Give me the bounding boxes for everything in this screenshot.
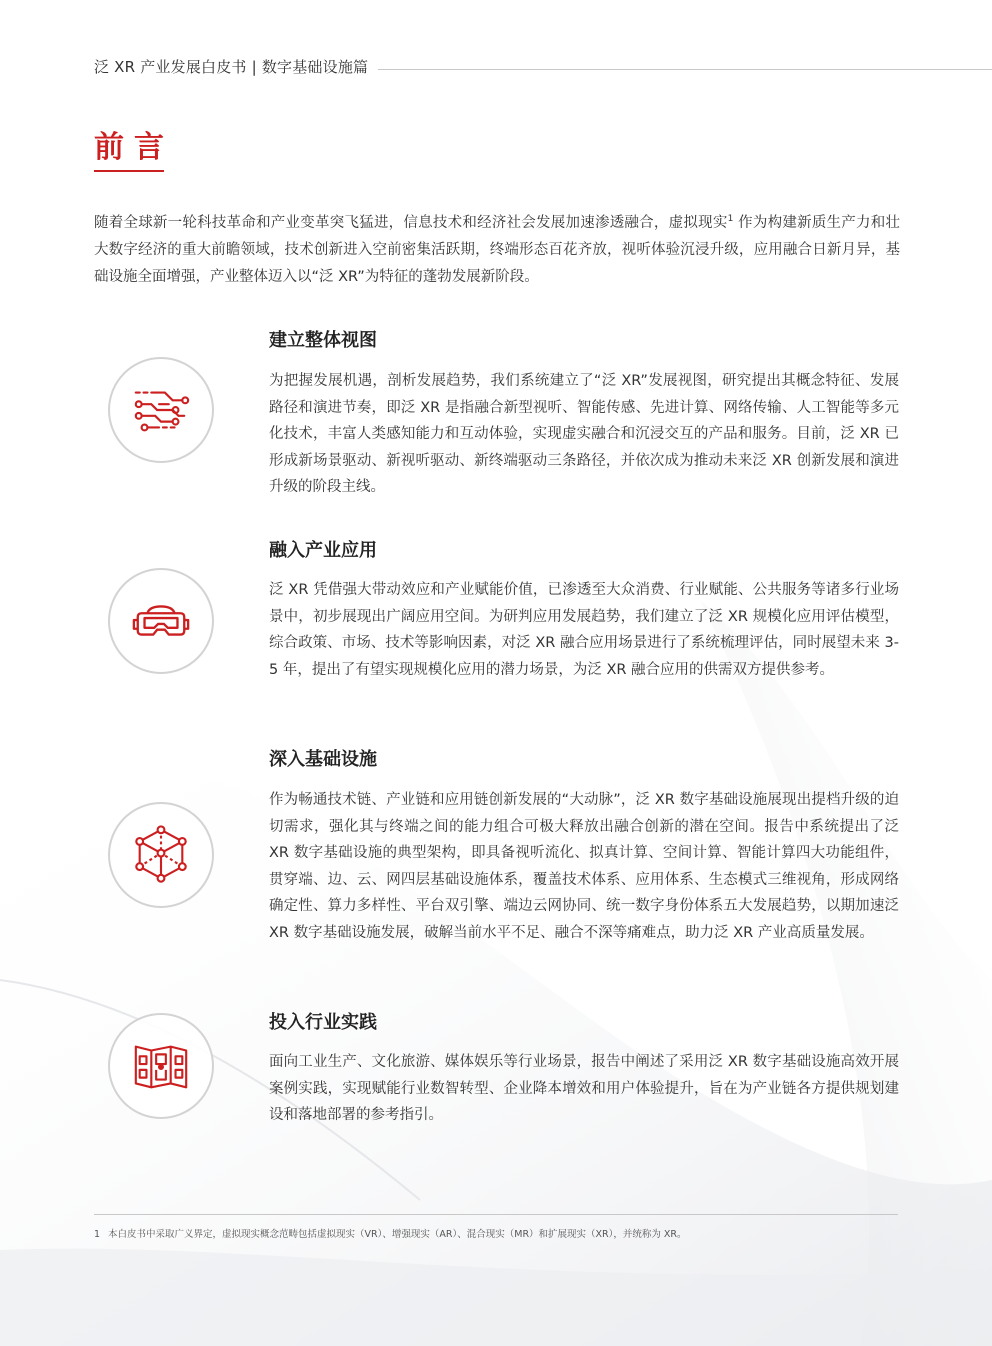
section-title: 投入行业实践 bbox=[269, 1012, 377, 1033]
footnote-text: 本白皮书中采取广义界定，虚拟现实概念范畴包括虚拟现实（VR）、增强现实（AR）、混合现实（MR）和扩展现实（XR），并统称为 XR。 bbox=[108, 1229, 687, 1240]
intro-text-before: 随着全球新一轮科技革命和产业变革突飞猛进，信息技术和经济社会发展加速渗透融合，虚拟现实 bbox=[94, 215, 728, 231]
footnote-divider bbox=[94, 1214, 898, 1215]
cube-network-icon bbox=[108, 802, 214, 908]
section-text: 面向工业生产、文化旅游、媒体娱乐等行业场景，报告中阐述了采用泛 XR 数字基础设施高效开展案例实践，实现赋能行业数智转型、企业降本增效和用户体验提升，旨在为产业链各方提供规划建设和落地部署的参考指引。 bbox=[269, 1054, 899, 1123]
intro-paragraph bbox=[94, 210, 900, 291]
circuit-network-icon bbox=[108, 357, 214, 463]
section-title: 建立整体视图 bbox=[269, 330, 377, 351]
intro-text-after: 作为构建新质生产力和壮大数字经济的重大前瞻领域，技术创新进入空前密集活跃期，终端形态百花齐放，视听体验沉浸升级，应用融合日新月异，基础设施全面增强，产业整体迈入以“泛 XR”为特征的蓬勃发展新阶段。 bbox=[94, 215, 900, 285]
section-text: 泛 XR 凭借强大带动效应和产业赋能价值，已渗透至大众消费、行业赋能、公共服务等诸多行业场景中，初步展现出广阔应用空间。为研判应用发展趋势，我们建立了泛 XR 规模化应用评估模型，综合政策、市场、技术等影响因素，对泛 XR 融合应用场景进行了系统梳理评估，同时展望未来 3-5 年，提出了有望实现规模化应用的潜力场景，为泛 XR 融合应用的供需双方提供参考。 bbox=[269, 582, 899, 678]
section-text: 作为畅通技术链、产业链和应用链创新发展的“大动脉”，泛 XR 数字基础设施展现出提档升级的迫切需求，强化其与终端之间的能力组合可极大释放出融合创新的潜在空间。报告中系统提出了泛 XR 数字基础设施的典型架构，即具备视听流化、拟真计算、空间计算、智能计算四大功能组件，贯穿端、边、云、网四层基础设施体系，覆盖技术体系、应用体系、生态模式三维视角，形成网络确定性、算力多样性、平台双引擎、端边云网协同、统一数字身份体系五大发展趋势，以期加速泛 XR 数字基础设施发展，破解当前水平不足、融合不深等痛难点，助力泛 XR 产业高质量发展。 bbox=[269, 792, 899, 941]
footnote bbox=[94, 1228, 900, 1242]
header-title: 泛 XR 产业发展白皮书 | 数字基础设施篇 bbox=[94, 57, 369, 76]
header-divider bbox=[378, 69, 992, 70]
vr-headset-icon bbox=[108, 568, 214, 674]
footnote-ref[interactable]: 1 bbox=[727, 214, 734, 225]
city-map-icon bbox=[108, 1013, 214, 1119]
preface-block bbox=[94, 128, 174, 172]
section-text: 为把握发展机遇，剖析发展趋势，我们系统建立了“泛 XR”发展视图，研究提出其概念特征、发展路径和演进节奏，即泛 XR 是指融合新型视听、智能传感、先进计算、网络传输、人工智能等多元化技术，丰富人类感知能力和互动体验，实现虚实融合和沉浸交互的产品和服务。目前，泛 XR 已形成新场景驱动、新视听驱动、新终端驱动三条路径，并依次成为推动未来泛 XR 创新发展和演进升级的阶段主线。 bbox=[269, 373, 899, 495]
section-title: 融入产业应用 bbox=[269, 540, 377, 561]
page-header bbox=[94, 54, 992, 78]
footnote-number: 1 bbox=[94, 1229, 101, 1240]
heading-underline bbox=[94, 170, 164, 172]
preface-heading: 前言 bbox=[94, 130, 174, 165]
section-title: 深入基础设施 bbox=[269, 749, 377, 770]
